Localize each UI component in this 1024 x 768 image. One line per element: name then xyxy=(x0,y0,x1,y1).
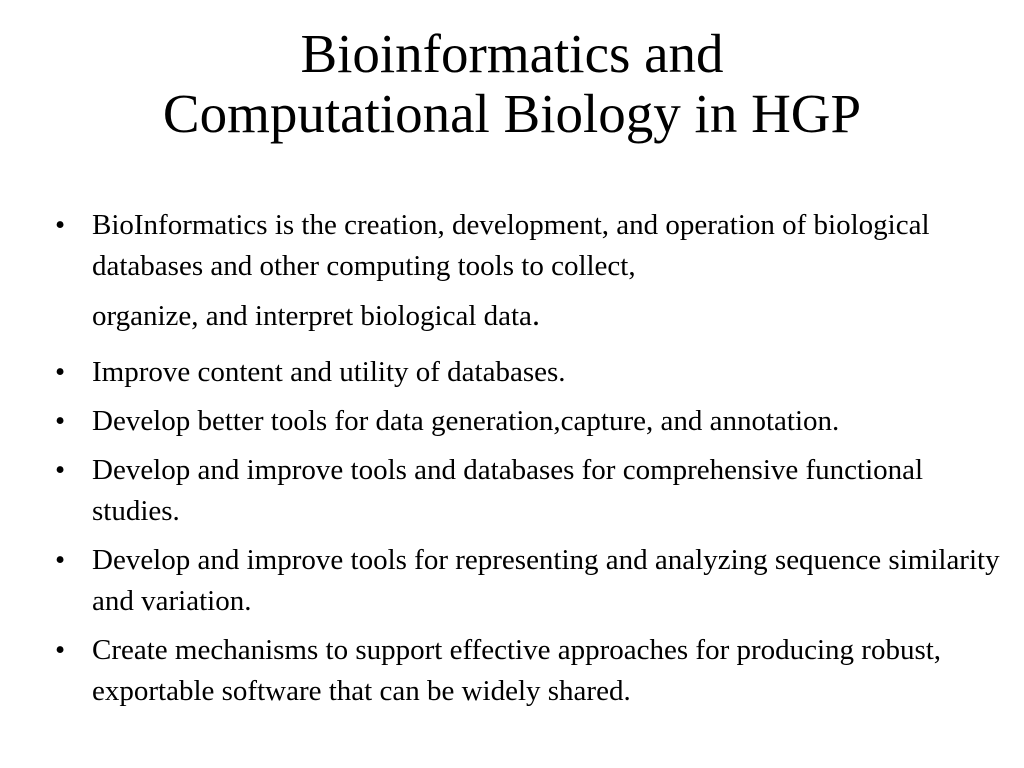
bullet-item-databases xyxy=(55,352,1005,393)
bullet-list xyxy=(55,205,1005,720)
title-line-1: Bioinformatics and xyxy=(300,23,724,84)
bullet-text-tools: Develop better tools for data generation,capture, and annotation. xyxy=(92,405,840,437)
bullet-item-functional-studies xyxy=(55,450,1005,532)
bullet-text-definition-end: organize, and interpret biological data. xyxy=(92,296,540,332)
bullet-text-databases: Improve content and utility of databases. xyxy=(92,356,566,388)
bullet-icon: • xyxy=(55,544,66,576)
bullet-item-tools xyxy=(55,401,1005,442)
bullet-text-software: Create mechanisms to support effective approaches for producing robust, exportable software that can be widely shared. xyxy=(92,634,942,707)
bullet-item-software xyxy=(55,630,1005,712)
bullet-icon: • xyxy=(55,405,66,437)
bullet-text-sequence: Develop and improve tools for representing and analyzing sequence similarity and variation. xyxy=(92,544,1000,617)
bullet-item-definition xyxy=(55,205,1005,344)
bullet-text-definition: BioInformatics is the creation, development, and operation of biological databases and other computing tools to collect, xyxy=(92,209,930,282)
bullet-item-sequence xyxy=(55,540,1005,622)
bullet-icon: • xyxy=(55,356,66,388)
bullet-icon: • xyxy=(55,454,66,486)
title-line-2: Computational Biology in HGP xyxy=(162,83,862,144)
bullet-icon: • xyxy=(55,634,66,666)
bullet-text-functional-studies: Develop and improve tools and databases for comprehensive functional studies. xyxy=(92,454,924,527)
slide-title xyxy=(0,24,1024,144)
bullet-icon: • xyxy=(55,209,66,241)
